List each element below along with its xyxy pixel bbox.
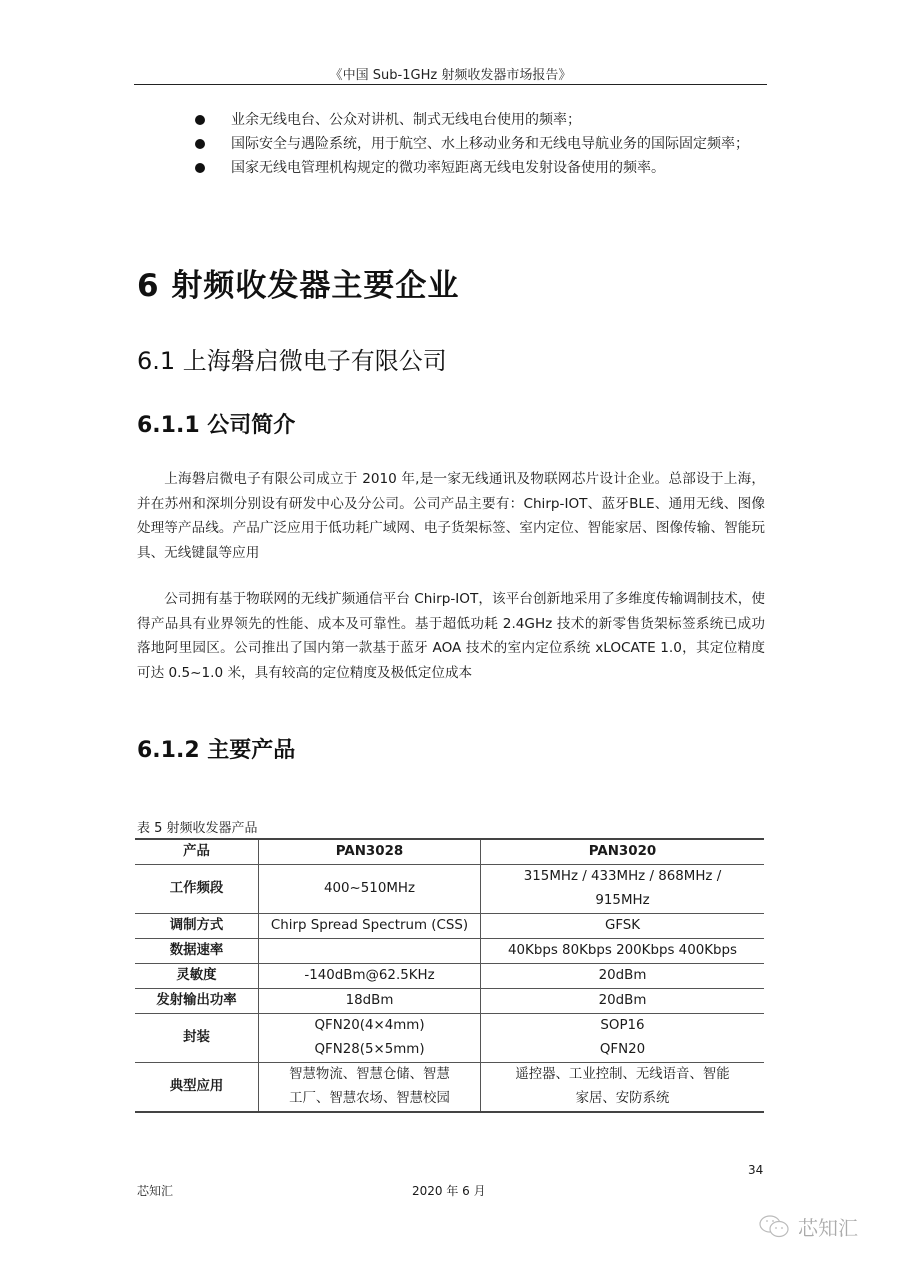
footer-publisher: 芯知汇 <box>137 1184 174 1198</box>
header-cell: 产品 <box>135 839 259 865</box>
table-row <box>135 1014 764 1063</box>
cell-pan3020 <box>481 939 765 964</box>
chapter-heading: 6 射频收发器主要企业 <box>137 268 460 304</box>
row-label: 调制方式 <box>135 914 259 939</box>
cell-line: QFN20(4×4mm) <box>314 1018 425 1033</box>
cell-pan3028 <box>259 914 481 939</box>
cell-pan3020 <box>481 865 765 914</box>
cell-line: 315MHz / 433MHz / 868MHz / <box>523 869 722 884</box>
cell-line: 18dBm <box>345 993 394 1008</box>
cell-line: 915MHz <box>595 893 650 908</box>
bullet-dot-icon <box>195 115 205 125</box>
cell-pan3028 <box>259 1063 481 1113</box>
subsection-heading-products: 6.1.2 主要产品 <box>137 738 296 763</box>
cell-pan3028 <box>259 989 481 1014</box>
cell-line: Chirp Spread Spectrum (CSS) <box>270 918 469 933</box>
table-row <box>135 989 764 1014</box>
page-number: 34 <box>748 1163 764 1177</box>
cell-line <box>263 939 476 963</box>
cell-line: 遥控器、工业控制、无线语音、智能 <box>515 1067 730 1082</box>
bullet-text: 业余无线电台、公众对讲机、制式无线电台使用的频率； <box>231 112 581 128</box>
cell-line: 20dBm <box>598 968 647 983</box>
cell-line: 智慧物流、智慧仓储、智慧 <box>289 1067 450 1082</box>
cell-line: SOP16 <box>600 1018 645 1033</box>
cell-line: 工厂、智慧农场、智慧校园 <box>289 1091 450 1106</box>
section-heading: 6.1 上海磐启微电子有限公司 <box>137 347 447 375</box>
bullet-text: 国际安全与遇险系统，用于航空、水上移动业务和无线电导航业务的国际固定频率； <box>231 136 749 152</box>
product-spec-table <box>135 838 764 1113</box>
cell-line: 20dBm <box>598 993 647 1008</box>
cell-line: 家居、安防系统 <box>575 1091 670 1106</box>
bullet-dot-icon <box>195 139 205 149</box>
cell-line: 40Kbps 80Kbps 200Kbps 400Kbps <box>508 943 737 958</box>
cell-line: GFSK <box>604 918 641 933</box>
table-row <box>135 939 764 964</box>
company-intro-paragraph: 上海磐启微电子有限公司成立于 2010 年,是一家无线通讯及物联网芯片设计企业。总部设于上海，并在苏州和深圳分别设有研发中心及分公司。公司产品主要有：Chirp-IOT、蓝牙BLE、通用无线、图像处理等产品线。产品广泛应用于低功耗广域网、电子货架标签、室内定位、智能家居、图像传输、智能玩具、无线键鼠等应用 <box>137 471 765 561</box>
table-row <box>135 865 764 914</box>
bullet-item <box>195 132 775 156</box>
cell-pan3020 <box>481 964 765 989</box>
bullet-dot-icon <box>195 163 205 173</box>
cell-pan3028 <box>259 939 481 964</box>
cell-pan3028 <box>259 1014 481 1063</box>
cell-pan3028 <box>259 865 481 914</box>
watermark-text: 芯知汇 <box>798 1216 858 1240</box>
cell-pan3020 <box>481 1014 765 1063</box>
cell-pan3020 <box>481 989 765 1014</box>
header-rule <box>134 84 767 85</box>
table-header-row <box>135 839 764 865</box>
row-label: 封装 <box>135 1014 259 1063</box>
company-tech-paragraph: 公司拥有基于物联网的无线扩频通信平台 Chirp-IOT，该平台创新地采用了多维度传输调制技术，使得产品具有业界领先的性能、成本及可靠性。基于超低功耗 2.4GHz 技术的新零售货架标签系统已成功落地阿里园区。公司推出了国内第一款基于蓝牙 AOA 技术的室内定位系统 xLOCATE 1.0，其定位精度可达 0.5~1.0 米，具有较高的定位精度及极低定位成本 <box>137 591 765 681</box>
row-label: 灵敏度 <box>135 964 259 989</box>
cell-line: -140dBm@62.5KHz <box>304 968 435 983</box>
row-label: 发射输出功率 <box>135 989 259 1014</box>
watermark <box>758 1212 858 1241</box>
bullet-text: 国家无线电管理机构规定的微功率短距离无线电发射设备使用的频率。 <box>231 160 665 176</box>
table-row <box>135 914 764 939</box>
row-label: 工作频段 <box>135 865 259 914</box>
row-label: 典型应用 <box>135 1063 259 1113</box>
table-row <box>135 964 764 989</box>
cell-pan3028 <box>259 964 481 989</box>
bullet-list <box>195 108 775 180</box>
footer-date: 2020 年 6 月 <box>412 1184 486 1198</box>
cell-pan3020 <box>481 1063 765 1113</box>
cell-line: QFN28(5×5mm) <box>314 1042 425 1057</box>
subsection-heading-intro: 6.1.1 公司简介 <box>137 413 296 438</box>
cell-pan3020 <box>481 914 765 939</box>
running-header: 《中国 Sub-1GHz 射频收发器市场报告》 <box>329 68 572 83</box>
cell-line: QFN20 <box>599 1042 646 1057</box>
table-row <box>135 1063 764 1113</box>
row-label: 数据速率 <box>135 939 259 964</box>
header-cell: PAN3020 <box>481 839 765 865</box>
header-cell: PAN3028 <box>259 839 481 865</box>
wechat-icon <box>758 1214 792 1240</box>
cell-line: 400~510MHz <box>324 881 415 896</box>
bullet-item <box>195 108 775 132</box>
bullet-item <box>195 156 775 180</box>
table-caption: 表 5 射频收发器产品 <box>137 821 258 836</box>
